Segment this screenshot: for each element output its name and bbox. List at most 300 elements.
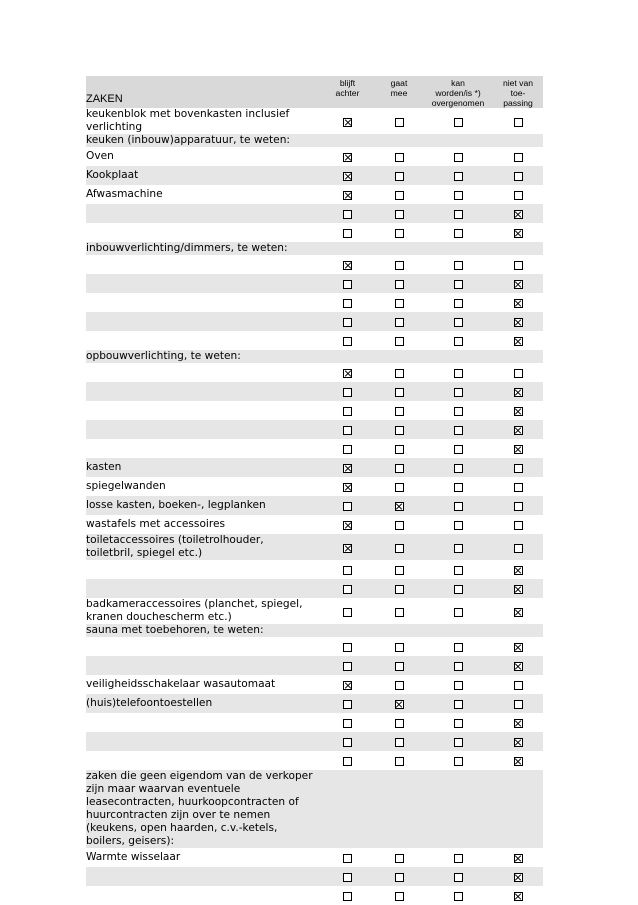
item-label: opbouwverlichting, te weten: <box>86 350 241 362</box>
cell-stays-behind <box>320 534 375 560</box>
cell-goes-along <box>375 204 423 223</box>
checkbox-checked[interactable] <box>514 738 523 747</box>
checkbox-unchecked[interactable] <box>343 854 352 863</box>
cell-can-be-taken-over <box>423 134 493 147</box>
checkbox-unchecked[interactable] <box>454 210 463 219</box>
cell-not-applicable <box>493 515 543 534</box>
cell-can-be-taken-over <box>423 675 493 694</box>
item-label <box>86 656 320 675</box>
cell-can-be-taken-over <box>423 624 493 637</box>
checkbox-unchecked[interactable] <box>514 369 523 378</box>
checkbox-unchecked[interactable] <box>395 299 404 308</box>
cell-goes-along <box>375 560 423 579</box>
checkbox-unchecked[interactable] <box>514 191 523 200</box>
cell-goes-along <box>375 401 423 420</box>
cell-stays-behind <box>320 274 375 293</box>
checkbox-unchecked[interactable] <box>514 153 523 162</box>
checkbox-checked[interactable] <box>395 502 404 511</box>
cell-stays-behind <box>320 560 375 579</box>
cell-stays-behind <box>320 223 375 242</box>
checkbox-unchecked[interactable] <box>514 464 523 473</box>
checkbox-unchecked[interactable] <box>343 318 352 327</box>
cell-can-be-taken-over <box>423 637 493 656</box>
item-label <box>86 382 320 401</box>
item-label: zaken die geen eigendom van de verkoper zijn maar waarvan eventuele leasecontracten, huurkoopcontracten of huurcontracten zijn over te nemen (keukens, open haarden, c.v.-ketels, boilers, geisers): <box>86 770 313 847</box>
cell-stays-behind <box>320 363 375 382</box>
cell-can-be-taken-over <box>423 255 493 274</box>
checkbox-unchecked[interactable] <box>454 662 463 671</box>
cell-not-applicable <box>493 637 543 656</box>
cell-goes-along <box>375 458 423 477</box>
cell-stays-behind <box>320 694 375 713</box>
cell-not-applicable <box>493 598 543 624</box>
checkbox-unchecked[interactable] <box>454 544 463 553</box>
cell-goes-along <box>375 274 423 293</box>
item-label <box>86 420 320 439</box>
checkbox-checked[interactable] <box>343 369 352 378</box>
checkbox-checked[interactable] <box>343 153 352 162</box>
checkbox-unchecked[interactable] <box>454 738 463 747</box>
checkbox-unchecked[interactable] <box>454 369 463 378</box>
table-row <box>86 166 543 185</box>
cell-can-be-taken-over <box>423 382 493 401</box>
cell-can-be-taken-over <box>423 656 493 675</box>
table-row <box>86 312 543 331</box>
checkbox-unchecked[interactable] <box>454 337 463 346</box>
cell-can-be-taken-over <box>423 439 493 458</box>
cell-can-be-taken-over <box>423 496 493 515</box>
checkbox-unchecked[interactable] <box>454 854 463 863</box>
checkbox-checked[interactable] <box>514 643 523 652</box>
checkbox-unchecked[interactable] <box>395 229 404 238</box>
checkbox-unchecked[interactable] <box>454 892 463 901</box>
cell-goes-along <box>375 439 423 458</box>
checkbox-unchecked[interactable] <box>343 502 352 511</box>
cell-goes-along <box>375 331 423 350</box>
cell-stays-behind <box>320 401 375 420</box>
checkbox-checked[interactable] <box>343 521 352 530</box>
checkbox-checked[interactable] <box>514 388 523 397</box>
cell-can-be-taken-over <box>423 477 493 496</box>
cell-goes-along <box>375 134 423 147</box>
checkbox-checked[interactable] <box>514 854 523 863</box>
checkbox-checked[interactable] <box>343 118 352 127</box>
checkbox-unchecked[interactable] <box>343 229 352 238</box>
cell-not-applicable <box>493 312 543 331</box>
checkbox-checked[interactable] <box>514 757 523 766</box>
checkbox-unchecked[interactable] <box>454 153 463 162</box>
item-label: veiligheidsschakelaar wasautomaat <box>86 678 276 690</box>
checkbox-unchecked[interactable] <box>343 700 352 709</box>
checkbox-unchecked[interactable] <box>454 261 463 270</box>
checkbox-unchecked[interactable] <box>454 280 463 289</box>
cell-not-applicable <box>493 624 543 637</box>
checkbox-checked[interactable] <box>343 544 352 553</box>
checkbox-unchecked[interactable] <box>395 337 404 346</box>
checkbox-checked[interactable] <box>514 229 523 238</box>
cell-can-be-taken-over <box>423 108 493 134</box>
checkbox-unchecked[interactable] <box>343 337 352 346</box>
cell-stays-behind <box>320 637 375 656</box>
checkbox-unchecked[interactable] <box>514 544 523 553</box>
table-row <box>86 848 543 867</box>
cell-goes-along <box>375 534 423 560</box>
cell-can-be-taken-over <box>423 331 493 350</box>
cell-not-applicable <box>493 401 543 420</box>
checkbox-unchecked[interactable] <box>395 191 404 200</box>
cell-stays-behind <box>320 312 375 331</box>
checkbox-unchecked[interactable] <box>343 566 352 575</box>
checkbox-unchecked[interactable] <box>454 608 463 617</box>
cell-can-be-taken-over <box>423 713 493 732</box>
cell-goes-along <box>375 515 423 534</box>
cell-can-be-taken-over <box>423 147 493 166</box>
checkbox-unchecked[interactable] <box>395 426 404 435</box>
checkbox-unchecked[interactable] <box>395 369 404 378</box>
cell-not-applicable <box>493 363 543 382</box>
table-row <box>86 886 543 905</box>
cell-goes-along <box>375 293 423 312</box>
cell-not-applicable <box>493 350 543 363</box>
cell-can-be-taken-over <box>423 350 493 363</box>
table-row <box>86 496 543 515</box>
checkbox-checked[interactable] <box>343 261 352 270</box>
cell-not-applicable <box>493 496 543 515</box>
checkbox-unchecked[interactable] <box>514 521 523 530</box>
cell-not-applicable <box>493 713 543 732</box>
cell-can-be-taken-over <box>423 751 493 770</box>
cell-stays-behind <box>320 732 375 751</box>
cell-stays-behind <box>320 439 375 458</box>
cell-can-be-taken-over <box>423 515 493 534</box>
item-label: Warmte wisselaar <box>86 851 181 863</box>
item-label: keuken (inbouw)apparatuur, te weten: <box>86 134 290 146</box>
checkbox-unchecked[interactable] <box>514 172 523 181</box>
checkbox-unchecked[interactable] <box>514 261 523 270</box>
table-row <box>86 255 543 274</box>
checkbox-unchecked[interactable] <box>514 681 523 690</box>
checkbox-unchecked[interactable] <box>343 643 352 652</box>
cell-not-applicable <box>493 331 543 350</box>
checkbox-unchecked[interactable] <box>395 483 404 492</box>
checkbox-unchecked[interactable] <box>454 681 463 690</box>
checkbox-unchecked[interactable] <box>454 643 463 652</box>
item-label <box>86 439 320 458</box>
checkbox-unchecked[interactable] <box>395 738 404 747</box>
checkbox-checked[interactable] <box>514 566 523 575</box>
cell-can-be-taken-over <box>423 770 493 848</box>
item-label <box>86 751 320 770</box>
checkbox-unchecked[interactable] <box>395 388 404 397</box>
item-label: keukenblok met bovenkasten inclusief verlichting <box>86 108 290 133</box>
checkbox-checked[interactable] <box>343 191 352 200</box>
cell-stays-behind <box>320 867 375 886</box>
cell-stays-behind <box>320 242 375 255</box>
cell-can-be-taken-over <box>423 204 493 223</box>
item-label: kasten <box>86 461 122 473</box>
cell-stays-behind <box>320 382 375 401</box>
cell-goes-along <box>375 185 423 204</box>
table-row <box>86 185 543 204</box>
checkbox-unchecked[interactable] <box>395 873 404 882</box>
item-label: (huis)telefoontoestellen <box>86 697 213 709</box>
checkbox-unchecked[interactable] <box>395 544 404 553</box>
column-header-goes-along: gaat mee <box>390 78 408 98</box>
cell-not-applicable <box>493 204 543 223</box>
table-row <box>86 350 543 363</box>
checkbox-unchecked[interactable] <box>343 719 352 728</box>
checkbox-unchecked[interactable] <box>343 280 352 289</box>
item-label <box>86 401 320 420</box>
checkbox-unchecked[interactable] <box>395 118 404 127</box>
cell-stays-behind <box>320 108 375 134</box>
cell-can-be-taken-over <box>423 166 493 185</box>
cell-stays-behind <box>320 185 375 204</box>
checkbox-unchecked[interactable] <box>454 118 463 127</box>
checkbox-checked[interactable] <box>514 873 523 882</box>
checkbox-unchecked[interactable] <box>454 229 463 238</box>
checkbox-unchecked[interactable] <box>343 892 352 901</box>
cell-not-applicable <box>493 732 543 751</box>
checkbox-checked[interactable] <box>514 892 523 901</box>
cell-not-applicable <box>493 848 543 867</box>
checkbox-unchecked[interactable] <box>395 892 404 901</box>
cell-stays-behind <box>320 420 375 439</box>
checkbox-unchecked[interactable] <box>454 426 463 435</box>
table-row <box>86 331 543 350</box>
cell-stays-behind <box>320 331 375 350</box>
checkbox-unchecked[interactable] <box>343 738 352 747</box>
item-label <box>86 886 320 905</box>
checkbox-unchecked[interactable] <box>343 210 352 219</box>
cell-goes-along <box>375 637 423 656</box>
table-row <box>86 382 543 401</box>
cell-stays-behind <box>320 134 375 147</box>
checkbox-unchecked[interactable] <box>343 662 352 671</box>
checkbox-checked[interactable] <box>514 210 523 219</box>
cell-stays-behind <box>320 293 375 312</box>
item-label <box>86 560 320 579</box>
checkbox-unchecked[interactable] <box>395 407 404 416</box>
cell-goes-along <box>375 223 423 242</box>
checkbox-unchecked[interactable] <box>343 445 352 454</box>
checkbox-unchecked[interactable] <box>343 757 352 766</box>
table-row <box>86 134 543 147</box>
checkbox-unchecked[interactable] <box>454 757 463 766</box>
item-label <box>86 331 320 350</box>
checkbox-unchecked[interactable] <box>514 483 523 492</box>
checkbox-unchecked[interactable] <box>395 585 404 594</box>
cell-not-applicable <box>493 694 543 713</box>
table-row <box>86 751 543 770</box>
checkbox-unchecked[interactable] <box>454 299 463 308</box>
item-label: Afwasmachine <box>86 188 163 200</box>
cell-not-applicable <box>493 255 543 274</box>
cell-not-applicable <box>493 656 543 675</box>
checkbox-unchecked[interactable] <box>343 426 352 435</box>
cell-not-applicable <box>493 134 543 147</box>
item-label <box>86 363 320 382</box>
table-row <box>86 656 543 675</box>
cell-not-applicable <box>493 185 543 204</box>
cell-stays-behind <box>320 656 375 675</box>
cell-not-applicable <box>493 770 543 848</box>
checkbox-checked[interactable] <box>343 172 352 181</box>
checkbox-unchecked[interactable] <box>395 854 404 863</box>
cell-goes-along <box>375 382 423 401</box>
table-row <box>86 637 543 656</box>
checkbox-unchecked[interactable] <box>454 719 463 728</box>
cell-stays-behind <box>320 255 375 274</box>
cell-can-be-taken-over <box>423 560 493 579</box>
checkbox-unchecked[interactable] <box>395 210 404 219</box>
checkbox-unchecked[interactable] <box>454 388 463 397</box>
table-row <box>86 293 543 312</box>
checkbox-checked[interactable] <box>514 662 523 671</box>
item-label <box>86 867 320 886</box>
checkbox-unchecked[interactable] <box>454 191 463 200</box>
checkbox-unchecked[interactable] <box>395 445 404 454</box>
checkbox-checked[interactable] <box>343 681 352 690</box>
checkbox-unchecked[interactable] <box>395 608 404 617</box>
cell-not-applicable <box>493 534 543 560</box>
cell-can-be-taken-over <box>423 534 493 560</box>
cell-goes-along <box>375 496 423 515</box>
checkbox-unchecked[interactable] <box>343 407 352 416</box>
checkbox-unchecked[interactable] <box>454 407 463 416</box>
checkbox-unchecked[interactable] <box>454 172 463 181</box>
item-label: badkameraccessoires (planchet, spiegel, kranen douchescherm etc.) <box>86 598 303 623</box>
cell-stays-behind <box>320 515 375 534</box>
item-label: wastafels met accessoires <box>86 518 226 530</box>
checkbox-unchecked[interactable] <box>395 662 404 671</box>
cell-can-be-taken-over <box>423 848 493 867</box>
cell-stays-behind <box>320 598 375 624</box>
checkbox-unchecked[interactable] <box>395 153 404 162</box>
checkbox-unchecked[interactable] <box>454 445 463 454</box>
checkbox-checked[interactable] <box>395 700 404 709</box>
checkbox-unchecked[interactable] <box>514 700 523 709</box>
column-header-items: ZAKEN <box>86 93 123 105</box>
table-row <box>86 579 543 598</box>
checkbox-checked[interactable] <box>514 608 523 617</box>
table-row <box>86 624 543 637</box>
cell-not-applicable <box>493 751 543 770</box>
checkbox-checked[interactable] <box>514 426 523 435</box>
checkbox-unchecked[interactable] <box>454 585 463 594</box>
cell-not-applicable <box>493 166 543 185</box>
cell-goes-along <box>375 579 423 598</box>
table-row <box>86 675 543 694</box>
cell-can-be-taken-over <box>423 886 493 905</box>
checkbox-unchecked[interactable] <box>395 643 404 652</box>
checkbox-unchecked[interactable] <box>454 521 463 530</box>
checkbox-unchecked[interactable] <box>395 261 404 270</box>
checkbox-unchecked[interactable] <box>454 502 463 511</box>
cell-not-applicable <box>493 675 543 694</box>
checkbox-checked[interactable] <box>514 280 523 289</box>
table-row <box>86 867 543 886</box>
checkbox-checked[interactable] <box>514 445 523 454</box>
checkbox-checked[interactable] <box>343 483 352 492</box>
cell-goes-along <box>375 363 423 382</box>
item-label: losse kasten, boeken-, legplanken <box>86 499 266 511</box>
checkbox-unchecked[interactable] <box>395 318 404 327</box>
cell-can-be-taken-over <box>423 732 493 751</box>
checkbox-unchecked[interactable] <box>514 118 523 127</box>
cell-stays-behind <box>320 350 375 363</box>
cell-goes-along <box>375 732 423 751</box>
item-label <box>86 204 320 223</box>
cell-stays-behind <box>320 477 375 496</box>
checkbox-checked[interactable] <box>514 318 523 327</box>
cell-goes-along <box>375 656 423 675</box>
cell-not-applicable <box>493 293 543 312</box>
checkbox-unchecked[interactable] <box>395 172 404 181</box>
cell-goes-along <box>375 624 423 637</box>
checkbox-unchecked[interactable] <box>454 483 463 492</box>
cell-not-applicable <box>493 439 543 458</box>
checkbox-unchecked[interactable] <box>395 719 404 728</box>
checkbox-unchecked[interactable] <box>454 318 463 327</box>
table-row <box>86 242 543 255</box>
cell-can-be-taken-over <box>423 598 493 624</box>
checkbox-unchecked[interactable] <box>343 585 352 594</box>
checkbox-unchecked[interactable] <box>454 464 463 473</box>
checkbox-unchecked[interactable] <box>454 873 463 882</box>
checkbox-unchecked[interactable] <box>343 299 352 308</box>
cell-not-applicable <box>493 147 543 166</box>
checkbox-checked[interactable] <box>343 464 352 473</box>
checkbox-unchecked[interactable] <box>395 280 404 289</box>
cell-stays-behind <box>320 848 375 867</box>
table-row <box>86 534 543 560</box>
checkbox-unchecked[interactable] <box>454 700 463 709</box>
table-row <box>86 147 543 166</box>
item-label: inbouwverlichting/dimmers, te weten: <box>86 242 288 254</box>
checkbox-unchecked[interactable] <box>395 566 404 575</box>
checkbox-unchecked[interactable] <box>514 502 523 511</box>
checkbox-checked[interactable] <box>514 585 523 594</box>
cell-not-applicable <box>493 867 543 886</box>
checkbox-unchecked[interactable] <box>343 873 352 882</box>
cell-not-applicable <box>493 579 543 598</box>
checkbox-unchecked[interactable] <box>395 464 404 473</box>
checkbox-checked[interactable] <box>514 719 523 728</box>
item-label <box>86 255 320 274</box>
checkbox-unchecked[interactable] <box>395 757 404 766</box>
checkbox-unchecked[interactable] <box>395 681 404 690</box>
checkbox-unchecked[interactable] <box>343 388 352 397</box>
table-row <box>86 204 543 223</box>
checkbox-checked[interactable] <box>514 299 523 308</box>
cell-not-applicable <box>493 886 543 905</box>
inventory-table <box>86 76 543 905</box>
cell-not-applicable <box>493 223 543 242</box>
checkbox-unchecked[interactable] <box>454 566 463 575</box>
item-label <box>86 293 320 312</box>
cell-not-applicable <box>493 560 543 579</box>
checkbox-unchecked[interactable] <box>395 521 404 530</box>
cell-goes-along <box>375 886 423 905</box>
checkbox-checked[interactable] <box>514 407 523 416</box>
cell-stays-behind <box>320 147 375 166</box>
cell-can-be-taken-over <box>423 274 493 293</box>
table-row <box>86 401 543 420</box>
checkbox-checked[interactable] <box>514 337 523 346</box>
checkbox-unchecked[interactable] <box>343 608 352 617</box>
table-row <box>86 223 543 242</box>
